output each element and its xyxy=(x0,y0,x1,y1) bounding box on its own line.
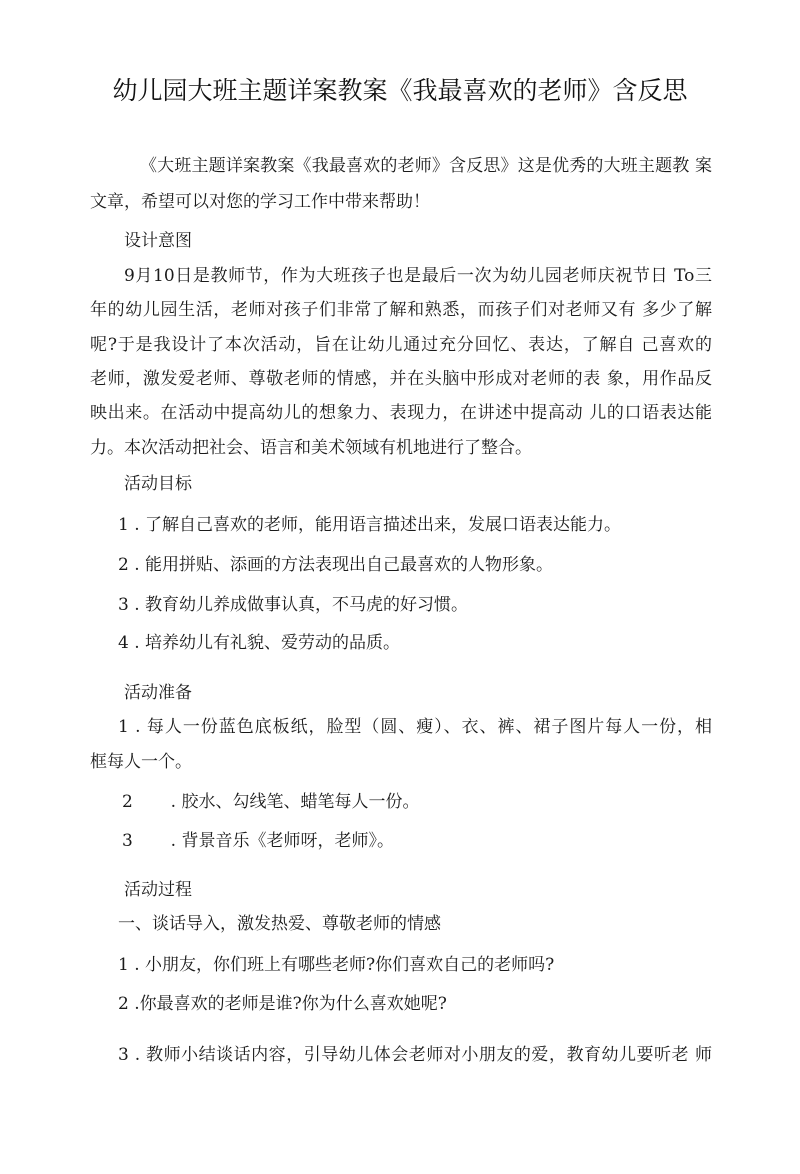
design-intent-line-5: 映出来。在活动中提高幼儿的想象力、表现力，在讲述中提高动 儿的口语表达能 xyxy=(90,403,712,423)
process-section-1: 一、谈话导入，激发热爱、尊敬老师的情感 xyxy=(118,914,441,934)
design-intent-line-6: 力。本次活动把社会、语言和美术领域有机地进行了整合。 xyxy=(90,438,532,458)
prep-heading: 活动准备 xyxy=(124,683,192,703)
process-heading: 活动过程 xyxy=(124,880,192,900)
prep-item-1-line-2: 框每人一个。 xyxy=(90,752,192,772)
process-item-3: 3 . 教师小结谈话内容，引导幼儿体会老师对小朋友的爱，教育幼儿要听老 师 xyxy=(118,1045,712,1065)
prep-item-2: 2 . 胶水、勾线笔、蜡笔每人一份。 xyxy=(122,792,420,812)
document-title: 幼儿园大班主题详案教案《我最喜欢的老师》含反思 xyxy=(112,76,688,105)
goals-heading: 活动目标 xyxy=(124,474,192,494)
design-intent-heading: 设计意图 xyxy=(124,231,192,251)
prep-item-1-line-1: 1 . 每人一份蓝色底板纸，脸型（圆、瘦）、衣、裤、裙子图片每人一份，相 xyxy=(118,717,712,737)
intro-line-1: 《大班主题详案教案《我最喜欢的老师》含反思》这是优秀的大班主题教 案 xyxy=(140,156,712,176)
intro-line-2: 文章，希望可以对您的学习工作中带来帮助！ xyxy=(90,192,430,212)
design-intent-line-4: 老师，激发爱老师、尊敬老师的情感，并在头脑中形成对老师的表 象，用作品反 xyxy=(90,369,712,389)
prep-item-3: 3 . 背景音乐《老师呀，老师》。 xyxy=(122,831,394,851)
goal-item-1: 1 . 了解自己喜欢的老师，能用语言描述出来，发展口语表达能力。 xyxy=(118,515,622,535)
goal-item-2: 2 . 能用拼贴、添画的方法表现出自己最喜欢的人物形象。 xyxy=(118,555,554,575)
design-intent-line-2: 年的幼儿园生活，老师对孩子们非常了解和熟悉，而孩子们对老师又有 多少了解 xyxy=(90,300,712,320)
design-intent-line-3: 呢?于是我设计了本次活动，旨在让幼儿通过充分回忆、表达，了解自 己喜欢的 xyxy=(90,335,712,355)
goal-item-4: 4 . 培养幼儿有礼貌、爱劳动的品质。 xyxy=(118,633,401,653)
goal-item-3: 3 . 教育幼儿养成做事认真，不马虎的好习惯。 xyxy=(118,595,469,615)
process-item-1: 1 . 小朋友，你们班上有哪些老师?你们喜欢自己的老师吗? xyxy=(118,955,555,975)
process-item-2: 2 .你最喜欢的老师是谁?你为什么喜欢她呢? xyxy=(118,994,447,1014)
design-intent-line-1: 9月10日是教师节，作为大班孩子也是最后一次为幼儿园老师庆祝节日 To三 xyxy=(124,266,712,286)
